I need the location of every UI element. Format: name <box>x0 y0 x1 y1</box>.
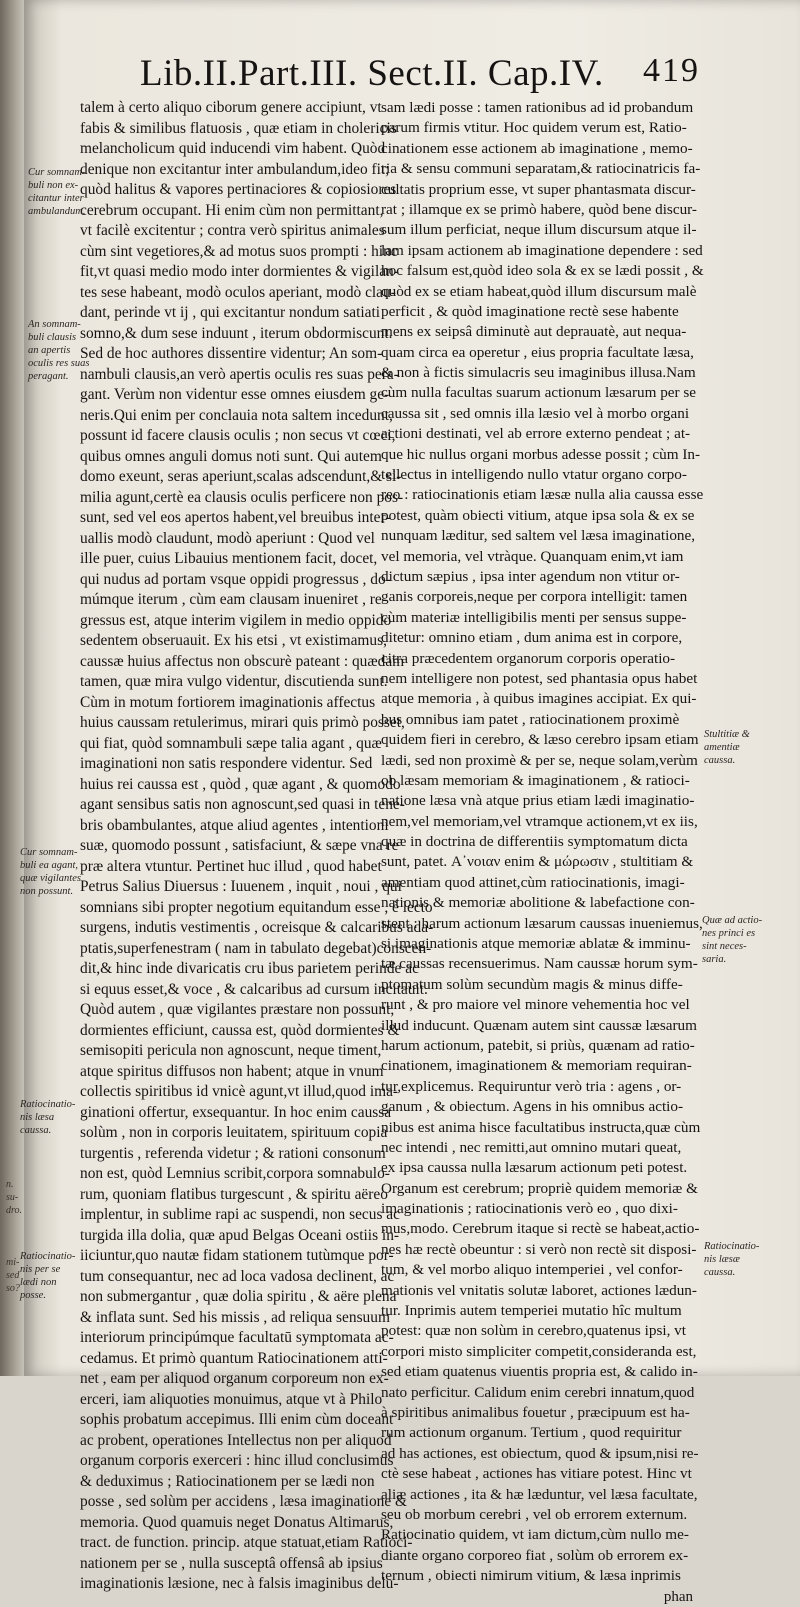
edge-fragment-line: sed <box>6 1270 20 1281</box>
edge-fragment-line: su- <box>6 1192 19 1203</box>
text-line: interiorum principúmque facultatū symptomata ac- <box>80 1329 394 1346</box>
text-line: domo exeunt, seras aperiunt,scalas adscendunt,& si- <box>80 468 402 485</box>
text-line: illud inducunt. Quænam autem sint caussæ læsarum <box>381 1016 697 1034</box>
text-line: tur,explicemus. Requiruntur verò tria : agens , or- <box>381 1077 682 1095</box>
text-line: à spiritibus animalibus fouetur , præcipuum est ha- <box>381 1404 690 1421</box>
edge-fragment-line: dro. <box>6 1205 23 1216</box>
text-line: cinationem esse actionem ab imaginatione , memo- <box>381 139 693 157</box>
text-line: nibus est anima hisce facultatibus instructa,quæ cùm <box>381 1118 701 1136</box>
text-line: sophis probatum accepimus. Illi enim cùm doceant <box>80 1411 394 1428</box>
margin-note-line: Cur somnam- <box>28 167 86 178</box>
text-line: quòd halitus & vapores pertinaciores & copiosiores <box>80 181 397 198</box>
text-line: Ratiocinatio quidem, vt iam dictum,cùm nullo me- <box>381 1526 689 1544</box>
edge-text-fragment <box>6 1256 20 1295</box>
text-line: mens ex seipsâ diminutè aut deprauatè, aut nequa- <box>381 323 687 341</box>
text-line: harum actionum, patebit, si priùs, quænam ad ratio- <box>381 1036 695 1054</box>
margin-note-line: buli ea agant, <box>20 860 79 871</box>
margin-note-line: caussa. <box>704 755 736 766</box>
text-line: nambuli clausis,an verò apertis oculis res suas pera- <box>80 365 399 383</box>
margin-note-line: Cur somnam- <box>20 847 78 858</box>
text-line: implentur, in sublime rapi ac suspendi, non secus ac <box>80 1206 400 1223</box>
right-margin-note <box>702 914 762 966</box>
text-line: cedamus. Et primò quantum Ratiocinationem atti- <box>80 1349 388 1367</box>
right-text-column <box>381 98 704 1607</box>
text-line: qui nudus ad portam vsque oppidi progressus , do- <box>80 570 391 588</box>
text-line: huius rei caussa est , quòd , quæ agant , & quomodo <box>80 775 401 793</box>
text-line: cùm materiæ intelligibilis menti per sensus suppe- <box>381 608 687 626</box>
text-line: caussa sit , sed omnis illa læsio vel à morbo organi <box>381 404 690 422</box>
text-line: quòd ex se etiam habeat,quòd illum discursum malè <box>381 282 697 300</box>
text-line: ac probent, operationes Intellectus non per aliquod <box>80 1431 392 1449</box>
text-line: ganis corporeis,neque per corpora intelligit: tamen <box>381 588 688 606</box>
text-line: cinationem, imaginationem & memoriam requiran- <box>381 1057 692 1075</box>
text-line: cùm nulla facultas suarum actionum læsarum per se <box>381 384 697 402</box>
text-line: si imaginationis atque memoriæ ablatæ & imminu- <box>381 935 691 953</box>
text-line: ad has actiones, est obiectum, quod & ipsum,nisi re- <box>381 1444 699 1462</box>
text-line: & inflata sunt. Sed his missis , ad reliqua sensuum <box>80 1308 390 1326</box>
text-line: surgens, indutis vestimentis , ocreisque & calcaribus ada- <box>80 919 434 936</box>
text-line: seu ob morbum cerebri , vel ob errorem externum. <box>381 1505 688 1523</box>
text-line: vel memoria, vel vtràque. Quanquam enim,vt iam <box>381 547 684 565</box>
binding-edge <box>0 0 24 1376</box>
text-line: uallis modò claudunt, modò aperiunt : Quod vel <box>80 529 375 547</box>
text-line: ptomatum solùm secundùm magis & minus diffe- <box>381 975 683 993</box>
text-line: & non à fictis simulacris seu imaginibus illusa.Nam <box>381 364 696 382</box>
text-line: quidem fieri in cerebro, & læso cerebro ipsam etiam <box>381 731 699 749</box>
text-line: suæ, quomodo possunt , satisfaciunt, & sæpe vna re <box>80 837 399 854</box>
text-line: Cùm in motum fortiorem imaginationis affectus <box>80 693 376 711</box>
margin-note-line: nis læsæ <box>704 1254 740 1265</box>
text-line: collectis spiritibus id vnicè agunt,vt illud,quod ima- <box>80 1083 399 1100</box>
margin-note-line: nes princi es <box>702 928 756 939</box>
text-line: vt facilè excitentur ; contra verò spiritus animales <box>80 222 385 239</box>
margin-note-line: non possunt. <box>20 886 74 897</box>
text-line: posse , sed solùm per accidens , læsa imaginatione & <box>80 1493 407 1510</box>
text-line: mationis vel vnitatis solutæ laboret, actiones lædun- <box>381 1281 697 1299</box>
text-line: rum, quoniam flatibus turgescunt , & spiritu aëreo <box>80 1185 388 1203</box>
text-line: melancholicum quid inducendi vim habent. Quòd <box>80 140 386 157</box>
text-line: huius caussam retulerimus, mirari quis primò posset, <box>80 714 405 731</box>
text-line: organum corporis exerceri : hinc illud conclusimus <box>80 1452 394 1469</box>
margin-note-line: Ratiocinatio- <box>20 1099 76 1110</box>
text-line: semisopiti pericula non agnoscunt, neque timent, <box>80 1042 382 1059</box>
text-line: non submergantur , quæ dolia spiritu , & aëre plena <box>80 1288 397 1305</box>
margin-note-line: peragant. <box>28 371 69 382</box>
margin-note-line: ambulandum. <box>28 206 86 217</box>
text-line: mus,modo. Cerebrum itaque si rectè se habeat,actio- <box>381 1220 700 1238</box>
text-line: cerebrum occupant. Hi enim cùm non permittant, <box>80 201 384 219</box>
text-line: & deduximus ; Ratiocinationem per se lædi non <box>80 1472 375 1490</box>
text-line: ob læsam memoriam & imaginationem , & ratioci- <box>381 771 690 789</box>
text-line: rum actionum organum. Tertium , quod requiritur <box>381 1424 682 1442</box>
text-line: iiciuntur,quo nautæ fidam stationem tutùmque por- <box>80 1247 394 1264</box>
text-line: aliæ actiones , ita & hæ læduntur, vel læsa facultate, <box>381 1485 698 1503</box>
text-line: fabis & similibus flatuosis , quæ etiam in cholericis <box>80 119 397 137</box>
left-text-column <box>80 98 434 1595</box>
text-line: parum firmis vtitur. Hoc quidem verum est, Ratio- <box>381 119 687 137</box>
text-line: múmque iterum , cùm eam clausam inueniret , re- <box>80 591 387 608</box>
margin-note-line: citantur inter <box>28 193 84 204</box>
left-margin-note <box>28 166 85 218</box>
text-line: perficit , & quòd imaginatione rectè sese habente <box>381 302 679 320</box>
left-margin-note <box>20 846 81 898</box>
edge-fragment-line: n. <box>6 1179 14 1190</box>
margin-note-line: An somnam- <box>28 319 81 330</box>
text-line: somnians sibi propter negotium equitandum esse , è lecto <box>80 898 433 916</box>
edge-fragment-line: so? <box>6 1283 20 1294</box>
text-line: nem intelligere non potest, sed phantasia opus habet <box>381 669 698 687</box>
text-line: talem à certo aliquo ciborum genere accipiunt, vt <box>80 99 382 116</box>
edge-text-fragment <box>6 1178 22 1217</box>
text-line: præ altera vtuntur. Pertinet huc illud , quod habet <box>80 857 382 875</box>
text-line: potest, quàm obiecti vitium, atque ipsa sola & ex se <box>381 506 695 524</box>
text-line: sunt, patet. Α᾽νοιαν enim & μώρωσιν , stultitiam & <box>381 853 694 871</box>
margin-note-line: buli clausis <box>28 332 77 343</box>
right-margin-note <box>704 728 750 767</box>
text-line: amentiam quod attinet,cùm ratiocinationis, imagi- <box>381 873 685 891</box>
text-line: erceri, iam aliquoties monuimus, atque vt à Philo <box>80 1390 383 1408</box>
text-line: ptatis,superfenestram ( nam in tabulato degebat)conscen- <box>80 939 432 957</box>
text-line: turgentis , referenda videtur ; & rationi consonum <box>80 1144 386 1162</box>
margin-note-line: caussa. <box>20 1125 52 1136</box>
text-line: non est, quòd Lemnius scribit,corpora somnabulo- <box>80 1165 390 1182</box>
margin-note-line: quæ vigilantes <box>20 873 81 884</box>
text-line: lædi, sed non proximè & per se, neque solam,verùm <box>381 751 698 769</box>
text-line: runt , & pro maiore vel minore vehementia hoc vel <box>381 996 690 1014</box>
text-line: solùm , non in corporis leuitatem, spirituum copia <box>80 1124 388 1141</box>
text-line: Organum est cerebrum; propriè quidem memoriæ & <box>381 1179 698 1197</box>
text-line: imaginationis læsione, nec à falsis imaginibus delu- <box>80 1575 399 1592</box>
margin-note-line: nis læsa <box>20 1112 55 1123</box>
margin-note-line: Quæ ad actio- <box>702 915 763 926</box>
text-line: lam ipsam actionem ab imaginatione dependere : sed <box>381 241 703 259</box>
text-line: corpori misto simpliciter competit,consideranda est, <box>381 1342 697 1360</box>
margin-note-line: saria. <box>702 954 727 965</box>
page-number: 419 <box>643 52 700 89</box>
text-line: nem,vel memoriam,vel vtramque actionem,vt ex iis, <box>381 812 698 830</box>
margin-note-line: caussa. <box>704 1267 736 1278</box>
text-line: stent : harum actionum læsarum caussas inueniemus, <box>381 914 703 932</box>
text-line: tur. Inprimis autem temperiei mutatio hîc multum <box>381 1302 682 1320</box>
text-line: agant sensibus satis non agnoscunt,sed quasi in tene- <box>80 796 405 813</box>
text-line: ginationi offertur, exsequantur. In hoc enim caussa <box>80 1103 392 1121</box>
text-line: dant, perinde vt ij , qui excitantur nondum satiati <box>80 304 381 321</box>
text-line: nes hæ rectè obeuntur : si verò non rectè sit disposi- <box>381 1240 697 1258</box>
text-line: dormientes efficiunt, caussa est, quòd dormientes & <box>80 1021 400 1039</box>
text-line: milia agunt,certè ea clausis oculis perficere non pos- <box>80 488 404 506</box>
running-header <box>140 52 700 98</box>
text-line: Petrus Salius Diuersus : Iuuenem , inquit , noui , qui <box>80 878 402 895</box>
text-line: caussæ huius affectus non obscurè pateant : quædam <box>80 652 405 670</box>
margin-note-line: an apertis <box>28 345 71 356</box>
text-line: nunquam læditur, sed saltem vel læsa imaginatione, <box>381 527 696 545</box>
text-line: nato perficitur. Calidum enim cerebri innatum,quod <box>381 1383 695 1401</box>
right-margin-note <box>704 1240 759 1279</box>
text-line: quibus omnes anguli domus noti sunt. Qui autem <box>80 447 382 465</box>
text-line: cùm sint vegetiores,& ad motus suos prompti : hinc <box>80 242 398 260</box>
text-line: ille puer, cuius Libauius mentionem facit, docet, <box>80 550 378 567</box>
text-line: ctè sese habeat , actiones has vitiare potest. Hinc vt <box>381 1465 692 1483</box>
text-line: reo : ratiocinationis etiam læsæ nulla alia caussa esse <box>381 486 704 504</box>
text-line: possunt id facere clausis oculis ; non secus vt cœci, <box>80 427 396 444</box>
text-line: tum, & vel morbo aliquo intemperiei , vel confor- <box>381 1261 683 1279</box>
text-line: sed etiam quatenus viuentis propria est, & calido in- <box>381 1363 698 1381</box>
text-line: tellectus in intelligendo nullo vtatur organo corpo- <box>381 466 687 484</box>
text-line: turgida illa dolia, quæ apud Belgas Oceani ostiis in- <box>80 1226 400 1244</box>
margin-note-line: Ratiocinatio- <box>20 1251 76 1262</box>
text-line: nationis & memoriæ abolitione & labefactione con- <box>381 894 695 912</box>
text-line: gant. Verùm non videntur esse omnes eiusdem ge- <box>80 386 390 403</box>
text-line: que hic nullus organi morbus adesse possit ; cùm In- <box>381 445 701 463</box>
text-line: cultatis proprium esse, vt super phantasmata discur- <box>381 180 696 198</box>
margin-note-line: amentiæ <box>704 742 740 753</box>
text-line: dictum sæpius , ipsa inter agendum non vtitur or- <box>381 567 680 585</box>
text-line: citra præcedentem organorum corporis operatio- <box>381 649 676 667</box>
text-line: tract. de function. princip. atque statuat,etiam Ratioci- <box>80 1534 413 1551</box>
text-line: sam lædi posse : tamen rationibus ad id probandum <box>381 99 694 116</box>
text-line: denique non excitantur inter ambulandum,ideo fit; <box>80 160 390 178</box>
text-line: imaginationi non satis respondere videntur. Sed <box>80 755 373 772</box>
margin-note-line: lædi non <box>20 1277 57 1288</box>
text-line: gressus est, atque interim vigilem in medio oppido <box>80 611 392 629</box>
text-line: quam circa ea operetur , eius propria facultate læsa, <box>381 343 694 361</box>
text-line: somno,& dum sese induunt , iterum obdormiscunt. <box>80 324 393 342</box>
text-line: si equus esset,& voce , & calcaribus ad cursum incitauit. <box>80 980 428 998</box>
margin-note-line: Ratiocinatio- <box>704 1241 760 1252</box>
text-line: nec intendi , nec remitti,aut omnino mutari queat, <box>381 1138 682 1156</box>
text-line: Quòd autem , quæ vigilantes præstare non possunt, <box>80 1001 395 1018</box>
text-line: Sed de hoc authores dissentire videntur; An som- <box>80 345 383 362</box>
left-margin-note <box>20 1250 75 1302</box>
text-line: tum consequantur, nec ad loca vadosa declinent, ac <box>80 1267 395 1285</box>
left-margin-note <box>20 1098 75 1137</box>
text-line: qui fiat, quòd somnambuli sæpe talia agant , quæ <box>80 734 382 752</box>
text-line: sum illum perficiat, neque illum discursum atque il- <box>381 221 697 239</box>
text-line: nationem per se , nulla susceptâ offensâ ab ipsius <box>80 1554 383 1572</box>
left-margin-note <box>28 318 89 383</box>
text-line: ria & sensu communi separatam,& ratiocinatricis fa- <box>381 160 701 178</box>
margin-note-line: buli non ex- <box>28 180 79 191</box>
text-line: bus omnibus iam patet , ratiocinationem proximè <box>381 710 680 728</box>
text-line: tes sese habeant, modò oculos aperiant, modò clau- <box>80 283 396 301</box>
text-line: fit,vt quasi medio modo inter dormientes & vigilan- <box>80 263 399 280</box>
margin-note-line: nis per se <box>20 1264 61 1275</box>
text-line: memoria. Quod quamuis neget Donatus Altimarus, <box>80 1513 394 1531</box>
text-line: atque memoria , à quibus imagines accipiat. Ex qui- <box>381 690 697 708</box>
text-line: rat ; illamque ex se primò habere, quòd bene discur- <box>381 200 697 218</box>
text-line: sunt, sed vel eos apertos habent,vel breuibus inter- <box>80 509 391 526</box>
text-line: ganum , & obiectum. Agens in his omnibus actio- <box>381 1098 684 1116</box>
text-line: potest: quæ non solùm in cerebro,quatenus ipsi, vt <box>381 1322 686 1340</box>
text-line: hoc falsum est,quòd ideo sola & ex se lædi possit , & <box>381 262 704 280</box>
margin-note-line: posse. <box>20 1290 46 1301</box>
text-line: actioni destinati, vel ab errore externo pendeat ; at- <box>381 425 691 443</box>
text-line: bris obambulantes, atque aliud agentes , intentioni <box>80 816 389 834</box>
text-line: ex ipsa caussa nulla læsarum actionum peti potest. <box>381 1159 688 1177</box>
text-line: tæ caussas recensuerimus. Nam caussæ horum sym- <box>381 955 698 973</box>
running-title: Lib.II.Part.III. Sect.II. Cap.IV. <box>140 53 604 94</box>
text-line: quæ in doctrina de differentiis symptomatum dicta <box>381 833 688 851</box>
text-line: ternum , obiecti nimirum vitium, & læsa inprimis <box>381 1567 681 1585</box>
text-line: atque spiritus diffusos non habent; atque in vnum <box>80 1062 384 1080</box>
margin-note-line: sint neces- <box>702 941 747 952</box>
margin-note-line: oculis res suas <box>28 358 90 369</box>
text-line: net , eam per aliquod organum corporeum non ex- <box>80 1370 389 1387</box>
text-line: diante organo corporeo fiat , solùm ob errorem ex- <box>381 1546 689 1564</box>
margin-note-line: Stultitiæ & <box>704 729 750 740</box>
text-line: tamen, quæ mira vulgo videntur, discutienda sunt. <box>80 673 388 690</box>
text-line: natione læsa vnà atque prius etiam lædi imaginatio- <box>381 792 695 810</box>
text-line: dit,& hinc inde divaricatis cru ibus parietem perinde ac <box>80 960 419 977</box>
text-line: neris.Qui enim per conclauia nota saltem incedunt, <box>80 406 393 424</box>
text-line: sedentem obseruauit. Ex his etsi , vt existimamus, <box>80 632 387 649</box>
text-line: imaginationis ; ratiocinationis verò eo , quo dixi- <box>381 1200 678 1218</box>
text-line: ditetur: omnino etiam , dum anima est in corpore, <box>381 629 683 647</box>
catchword: phan <box>663 1588 693 1605</box>
edge-fragment-line: mi- <box>6 1257 20 1268</box>
